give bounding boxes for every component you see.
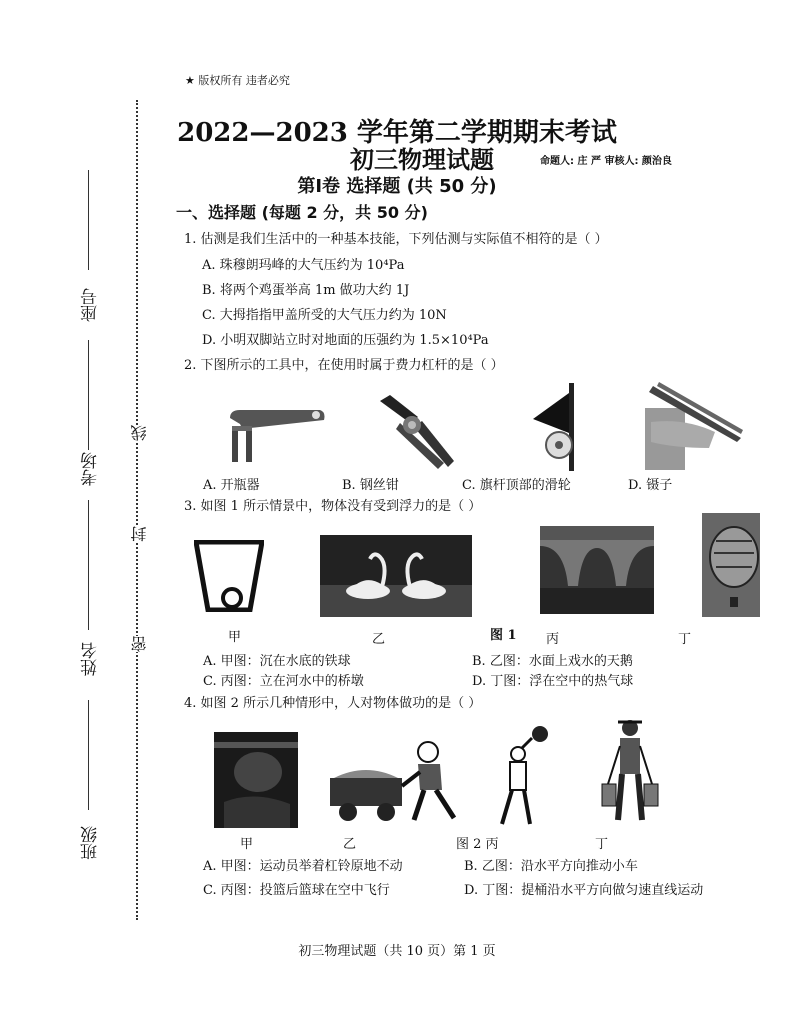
q3-option-d: D. 丁图：浮在空中的热气球 — [472, 674, 634, 689]
q1-stem: 1. 估测是我们生活中的一种基本技能，下列估测与实际值不相符的是（ ） — [184, 232, 608, 247]
carrying-bucket-image — [598, 716, 662, 828]
swans-image — [320, 535, 472, 617]
class-underline — [88, 700, 89, 810]
tweezers-image — [645, 378, 745, 470]
q3-option-a: A. 甲图：沉在水底的铁球 — [203, 654, 351, 669]
q1-option-c: C. 大拇指指甲盖所受的大气压力约为 10N — [202, 308, 447, 323]
q2-option-d: D. 镊子 — [628, 478, 673, 493]
pushing-cart-image — [328, 738, 470, 828]
q3-stem: 3. 如图 1 所示情景中，物体没有受到浮力的是（ ） — [184, 499, 482, 514]
q4-option-d: D. 丁图：提桶沿水平方向做匀速直线运动 — [464, 883, 704, 898]
q2-option-b: B. 钢丝钳 — [342, 478, 399, 493]
wire-pliers-image — [370, 393, 460, 473]
class-label: 班级 — [81, 826, 101, 860]
secret-char: 密 — [130, 636, 149, 652]
q3-caption-yi: 乙 — [372, 632, 386, 647]
q4-caption-ding: 丁 — [595, 837, 609, 852]
exam-title: 2022—2023 学年第二学期期末考试 — [177, 118, 617, 148]
q2-stem: 2. 下图所示的工具中，在使用时属于费力杠杆的是（ ） — [184, 358, 504, 373]
flagpole-pulley-image — [525, 383, 605, 471]
part-title: 第Ⅰ卷 选择题 (共 50 分) — [297, 176, 497, 197]
figure-2-label: 图 2 丙 — [456, 837, 499, 852]
q4-option-b: B. 乙图：沿水平方向推动小车 — [464, 859, 638, 874]
q3-option-b: B. 乙图：水面上戏水的天鹅 — [472, 654, 633, 669]
q1-option-b: B. 将两个鸡蛋举高 1m 做功大约 1J — [202, 283, 410, 298]
q4-stem: 4. 如图 2 所示几种情形中，人对物体做功的是（ ） — [184, 696, 482, 711]
q4-caption-jia: 甲 — [240, 837, 254, 852]
section-title: 一、选择题 (每题 2 分，共 50 分) — [176, 203, 428, 222]
seat-label: 座号 — [81, 288, 101, 322]
q4-option-c: C. 丙图：投篮后篮球在空中飞行 — [203, 883, 390, 898]
name-label: 姓名 — [81, 642, 101, 676]
q1-option-a: A. 珠穆朗玛峰的大气压约为 10⁴Pa — [202, 258, 405, 273]
q2-option-a: A. 开瓶器 — [203, 478, 260, 493]
weightlifter-image — [214, 732, 298, 828]
q1-option-d: D. 小明双脚站立时对地面的压强约为 1.5×10⁴Pa — [202, 333, 489, 348]
binding-dotted-line — [136, 100, 138, 920]
name-underline — [88, 500, 89, 630]
q3-caption-jia: 甲 — [228, 630, 242, 645]
q4-caption-yi: 乙 — [343, 837, 357, 852]
q3-caption-ding: 丁 — [678, 632, 692, 647]
setter-info: 命题人: 庄 严 审核人: 颜治良 — [540, 156, 672, 167]
bottle-opener-image — [220, 398, 330, 468]
exam-room-label: 考场 — [81, 452, 101, 486]
exam-room-underline — [88, 340, 89, 450]
q3-option-c: C. 丙图：立在河水中的桥墩 — [203, 674, 364, 689]
exam-subtitle: 初三物理试题 — [350, 145, 494, 174]
sunken-iron-ball-image — [194, 540, 264, 612]
page-footer: 初三物理试题（共 10 页）第 1 页 — [298, 944, 496, 959]
hot-air-balloon-image — [702, 513, 760, 617]
figure-1-label: 图 1 — [490, 628, 517, 643]
basketball-shot-image — [496, 724, 556, 828]
seal-char: 封 — [130, 526, 149, 542]
copyright-notice: ★ 版权所有 违者必究 — [185, 74, 290, 87]
bridge-pier-image — [540, 526, 654, 614]
q3-caption-bing: 丙 — [546, 632, 560, 647]
line-char: 线 — [130, 425, 149, 441]
q2-option-c: C. 旗杆顶部的滑轮 — [462, 478, 571, 493]
q4-option-a: A. 甲图：运动员举着杠铃原地不动 — [203, 859, 403, 874]
